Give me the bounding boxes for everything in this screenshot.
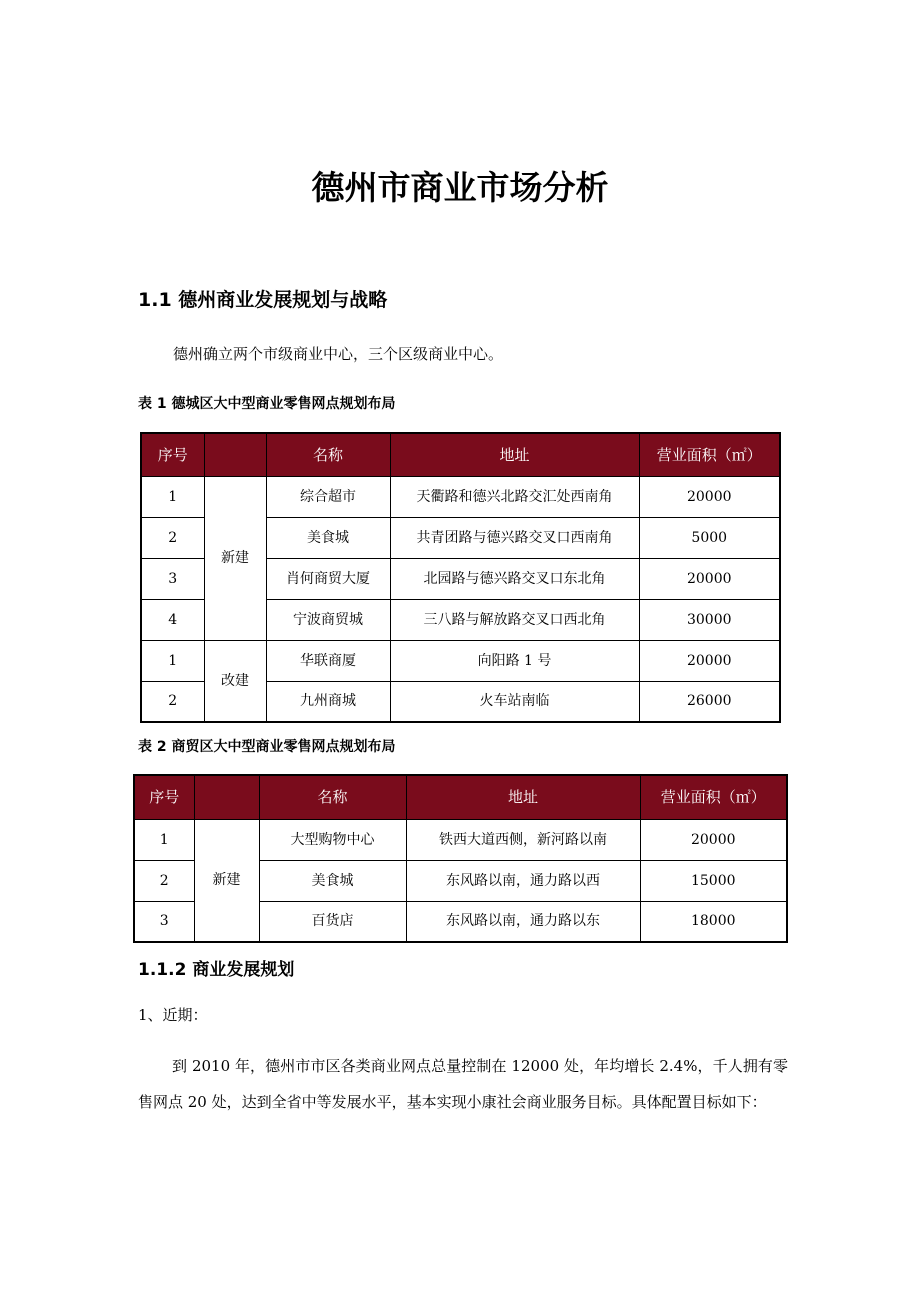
table1 bbox=[140, 432, 781, 723]
cell-area: 26000 bbox=[639, 681, 780, 722]
table2-header-name: 名称 bbox=[259, 775, 406, 819]
table2-caption: 表 2 商贸区大中型商业零售网点规划布局 bbox=[138, 739, 396, 755]
cell-name: 综合超市 bbox=[266, 476, 390, 517]
cell-address: 北园路与德兴路交叉口东北角 bbox=[390, 558, 639, 599]
cell-group-rebuild: 改建 bbox=[204, 640, 266, 722]
cell-area: 30000 bbox=[639, 599, 780, 640]
table1-header-no: 序号 bbox=[141, 433, 204, 476]
cell-address: 东风路以南，通力路以西 bbox=[406, 860, 640, 901]
table-row bbox=[141, 476, 780, 517]
cell-no: 1 bbox=[141, 476, 204, 517]
table-row bbox=[141, 640, 780, 681]
cell-name: 九州商城 bbox=[266, 681, 390, 722]
cell-name: 肖何商贸大厦 bbox=[266, 558, 390, 599]
table2 bbox=[133, 774, 788, 943]
section-intro: 德州确立两个市级商业中心，三个区级商业中心。 bbox=[173, 345, 504, 363]
cell-name: 美食城 bbox=[266, 517, 390, 558]
cell-address: 火车站南临 bbox=[390, 681, 639, 722]
cell-area: 18000 bbox=[640, 901, 787, 942]
cell-name: 美食城 bbox=[259, 860, 406, 901]
table2-header-type bbox=[194, 775, 259, 819]
cell-no: 2 bbox=[141, 517, 204, 558]
cell-name: 大型购物中心 bbox=[259, 819, 406, 860]
cell-area: 15000 bbox=[640, 860, 787, 901]
cell-group-new: 新建 bbox=[204, 476, 266, 640]
cell-address: 三八路与解放路交叉口西北角 bbox=[390, 599, 639, 640]
cell-name: 宁波商贸城 bbox=[266, 599, 390, 640]
cell-no: 2 bbox=[141, 681, 204, 722]
cell-address: 天衢路和德兴北路交汇处西南角 bbox=[390, 476, 639, 517]
cell-name: 华联商厦 bbox=[266, 640, 390, 681]
table2-header-no: 序号 bbox=[134, 775, 194, 819]
table2-header-area: 营业面积（㎡） bbox=[640, 775, 787, 819]
table1-header-name: 名称 bbox=[266, 433, 390, 476]
cell-group-new: 新建 bbox=[194, 819, 259, 942]
table1-caption: 表 1 德城区大中型商业零售网点规划布局 bbox=[138, 396, 396, 412]
table1-header-type bbox=[204, 433, 266, 476]
table1-header-area: 营业面积（㎡） bbox=[639, 433, 780, 476]
cell-area: 5000 bbox=[639, 517, 780, 558]
cell-no: 3 bbox=[141, 558, 204, 599]
cell-no: 1 bbox=[141, 640, 204, 681]
cell-no: 2 bbox=[134, 860, 194, 901]
cell-area: 20000 bbox=[639, 476, 780, 517]
cell-area: 20000 bbox=[639, 640, 780, 681]
table1-header-address: 地址 bbox=[390, 433, 639, 476]
list-item-near-term: 1、近期： bbox=[138, 1006, 208, 1024]
cell-no: 3 bbox=[134, 901, 194, 942]
cell-no: 1 bbox=[134, 819, 194, 860]
cell-address: 铁西大道西侧，新河路以南 bbox=[406, 819, 640, 860]
section-heading: 1.1 德州商业发展规划与战略 bbox=[138, 289, 388, 311]
cell-area: 20000 bbox=[640, 819, 787, 860]
cell-area: 20000 bbox=[639, 558, 780, 599]
cell-address: 东风路以南，通力路以东 bbox=[406, 901, 640, 942]
body-paragraph: 到 2010 年，德州市市区各类商业网点总量控制在 12000 处，年均增长 2.4%，千人拥有零售网点 20 处，达到全省中等发展水平，基本实现小康社会商业服务目标。具体配置目标如下： bbox=[138, 1057, 788, 1111]
cell-name: 百货店 bbox=[259, 901, 406, 942]
cell-no: 4 bbox=[141, 599, 204, 640]
cell-address: 向阳路 1 号 bbox=[390, 640, 639, 681]
page-title: 德州市商业市场分析 bbox=[311, 168, 609, 207]
cell-address: 共青团路与德兴路交叉口西南角 bbox=[390, 517, 639, 558]
table-row bbox=[134, 819, 787, 860]
table2-header-address: 地址 bbox=[406, 775, 640, 819]
table2-header-row bbox=[134, 775, 787, 819]
subsection-heading: 1.1.2 商业发展规划 bbox=[138, 960, 295, 980]
table1-header-row bbox=[141, 433, 780, 476]
